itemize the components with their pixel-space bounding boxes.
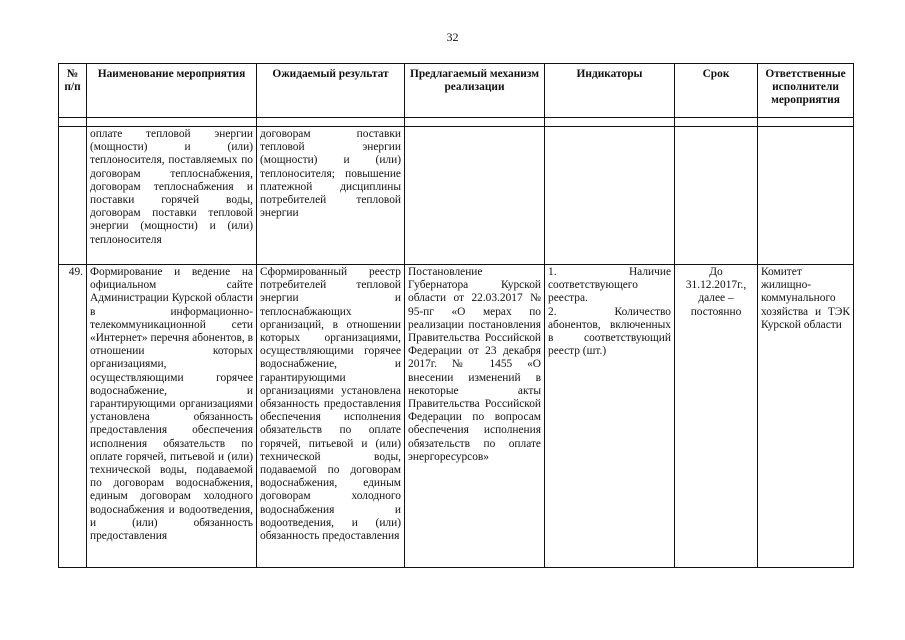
- table-header-row: [59, 64, 854, 118]
- cell-term: [675, 265, 758, 568]
- cell-indicators: [545, 265, 675, 568]
- table-row: [59, 127, 854, 265]
- cell-indicators: [545, 127, 675, 265]
- header-result: Ожидаемый результат: [257, 64, 405, 118]
- table-row: [59, 265, 854, 568]
- cell-term: [675, 127, 758, 265]
- term-line: До 31.12.2017г.,: [685, 266, 747, 292]
- cell-result: Сформированный реестр потребителей тепловой энергии и теплоснабжающих организаций, в отношении которых организациями, осуществляющими горячее водоснабжение, и гарантирующими организациями установлена обязанность предоставления обеспечения исполнения обязательств по оплате горячей, питьевой и (или) технической воды, подаваемой по договорам водоснабжения, единым договорам холодного водоснабжения и водоотведения, и (или) обязанность предоставления: [257, 265, 405, 568]
- table-spacer-row: [59, 118, 854, 127]
- page-number: 32: [446, 30, 459, 44]
- header-indicators: Индикаторы: [545, 64, 675, 118]
- cell-mechanism: [405, 127, 545, 265]
- cell-mechanism: Постановление Губернатора Курской области от 22.03.2017 № 95-пг «О мерах по реализации постановления Правительства Российской Федерации от 23 декабря 2017г. № 1455 «О внесении изменений в некоторые акты Правительства Российской Федерации по вопросам обеспечения исполнения обязательств по оплате энергоресурсов»: [405, 265, 545, 568]
- header-num: № п/п: [59, 64, 87, 118]
- cell-result: договорам поставки тепловой энергии (мощности) и (или) теплоносителя; повышение платежной дисциплины потребителей тепловой энергии: [257, 127, 405, 265]
- header-responsible: Ответственные исполнители мероприятия: [758, 64, 854, 118]
- header-term: Срок: [675, 64, 758, 118]
- cell-name: Формирование и ведение на официальном сайте Администрации Курской области в информационно-телекоммуникационной сети «Интернет» перечня абонентов, в отношении которых организациями, осуществляющими горячее водоснабжение, и гарантирующими организациями установлена обязанность предоставления обеспечения исполнения обязательств по оплате горячей, питьевой и (или) технической воды, подаваемой по договорам водоснабжения, единым договорам холодного водоснабжения и водоотведения, и (или) обязанность предоставления: [87, 265, 257, 568]
- header-name: Наименование мероприятия: [87, 64, 257, 118]
- cell-responsible: [758, 127, 854, 265]
- measures-table: [58, 63, 854, 568]
- cell-responsible: Комитет жилищно-коммунального хозяйства и ТЭК Курской области: [758, 265, 854, 568]
- cell-num: 49.: [59, 265, 87, 568]
- term-line: постоянно: [690, 305, 742, 318]
- indicator-item: 2. Количество абонентов, включенных в соответствующий реестр (шт.): [548, 305, 671, 358]
- cell-num: [59, 127, 87, 265]
- header-mechanism: Предлагаемый механизм реализации: [405, 64, 545, 118]
- cell-name: оплате тепловой энергии (мощности) и (или) теплоносителя, поставляемых по договорам теплоснабжения, договорам теплоснабжения и поставки горячей воды, договорам поставки тепловой энергии (мощности) и (или) теплоносителя: [87, 127, 257, 265]
- term-line: далее –: [698, 292, 734, 305]
- indicator-item: 1. Наличие соответствующего реестра.: [548, 266, 671, 305]
